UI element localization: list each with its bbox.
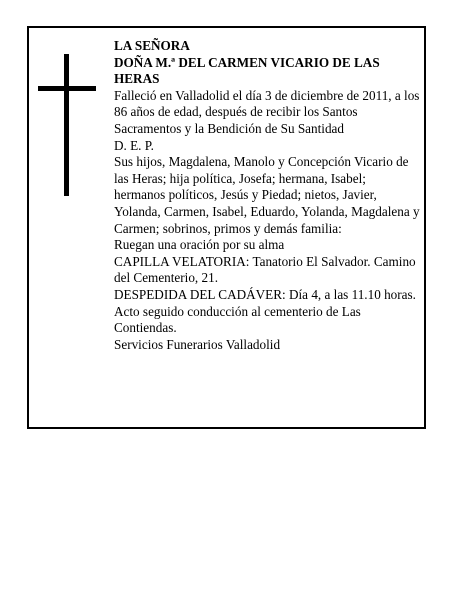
family-list: Sus hijos, Magdalena, Manolo y Concepción Vicario de las Heras; hija política, Josefa; hermana, Isabel; hermanos políticos, Jesús y Piedad; nietos, Javier, Yolanda, Carmen, Isabel, Eduardo, Yolanda, Magdalena y Carmen; sobrinos, primos y demás familia:	[114, 154, 420, 236]
obituary-text	[114, 38, 420, 353]
death-announcement: Falleció en Valladolid el día 3 de diciembre de 2011, a los 86 años de edad, después de recibir los Santos Sacramentos y la Bendición de Su Santidad	[114, 87, 420, 136]
farewell-info: DESPEDIDA DEL CADÁVER: Día 4, a las 11.10 horas. Acto seguido conducción al cementerio de Las Contiendas.	[114, 286, 416, 336]
cross-horizontal-bar	[38, 86, 96, 91]
funeral-home: Servicios Funerarios Valladolid	[114, 336, 281, 352]
cross-vertical-bar	[64, 54, 69, 196]
prayer-request: Ruegan una oración por su alma	[114, 237, 285, 253]
deceased-name: DOÑA M.ª DEL CARMEN VICARIO DE LAS HERAS	[114, 54, 380, 87]
chapel-info: CAPILLA VELATORIA: Tanatorio El Salvador. Camino del Cementerio, 21.	[114, 253, 416, 286]
title-line: LA SEÑORA	[114, 38, 190, 53]
latin-cross-icon	[38, 54, 96, 196]
rip-line: D. E. P.	[114, 137, 154, 153]
